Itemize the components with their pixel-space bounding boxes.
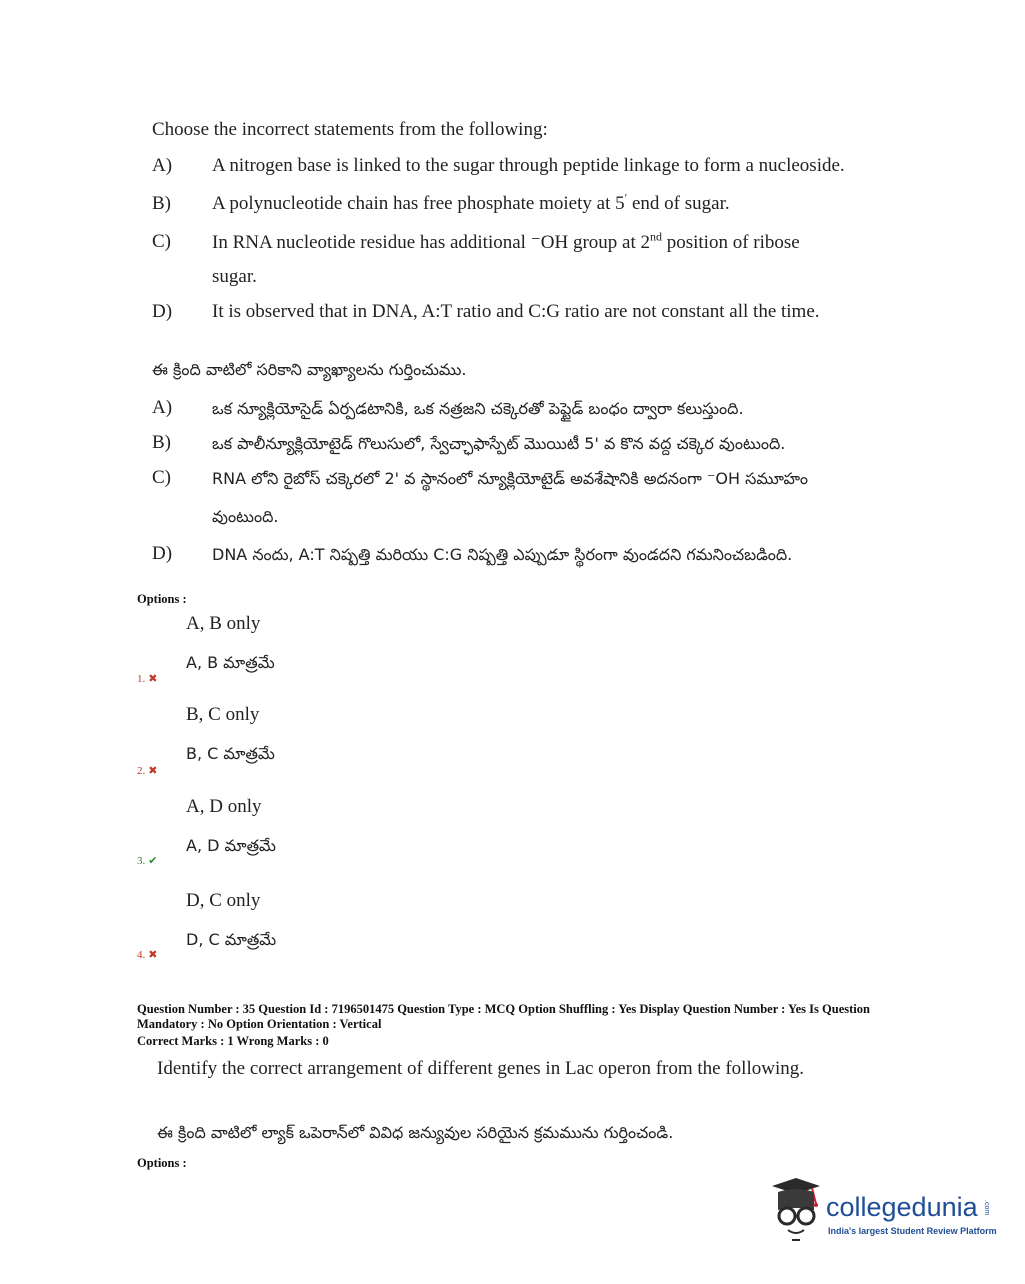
question-meta-line-1: Question Number : 35 Question Id : 7196501475 Question Type : MCQ Option Shuffling : Yes Display Question Number : Yes Is Question [137,1002,870,1016]
statement-text: DNA నందు, A:T నిష్పత్తి మరియు C:G నిష్పత్తి ఎప్పుడూ స్థిరంగా వుండదని గమనించబడింది. [212,545,793,564]
option-1-number: 1. ✖ [137,673,158,685]
mascot-icon [766,1178,826,1248]
option-4-en[interactable]: D, C only [186,890,261,911]
option-2-number: 2. ✖ [137,765,158,777]
option-2-te[interactable]: B, C మాత్రమే [186,744,275,763]
statement-text-cont: వుంటుంది. [212,507,279,526]
question-te: ఈ క్రింది వాటిలో సరికాని వ్యాఖ్యాలను గుర్తించుము. [152,360,467,379]
statement-text: A polynucleotide chain has free phosphate moiety at 5′ end of sugar. [212,190,730,214]
statement-text: It is observed that in DNA, A:T ratio and C:G ratio are not constant all the time. [212,301,820,322]
statement-label: D) [152,301,173,322]
question-35-te: ఈ క్రింది వాటిలో ల్యాక్ ఒపెరాన్‌లో వివిధ జన్యువుల సరియైన క్రమమును గుర్తించండి. [157,1123,674,1142]
statement-text: In RNA nucleotide residue has additional ⁻OH group at 2nd position of ribose [212,229,800,253]
option-4-number: 4. ✖ [137,949,158,961]
option-3-number: 3. ✔ [137,855,158,867]
option-4-te[interactable]: D, C మాత్రమే [186,930,277,949]
question-35-en: Identify the correct arrangement of different genes in Lac operon from the following. [157,1058,804,1079]
option-1-en[interactable]: A, B only [186,613,261,634]
statement-text-cont: sugar. [212,266,257,287]
wrong-icon: ✖ [148,673,158,685]
question-meta-line-2: Mandatory : No Option Orientation : Vertical [137,1017,382,1031]
collegedunia-logo [766,1178,998,1250]
options-label: Options : [137,592,187,606]
wrong-icon: ✖ [148,949,158,961]
statement-label: A) [152,397,173,418]
statement-text: ఒక న్యూక్లియోసైడ్ ఏర్పడటానికి, ఒక నత్రజని చక్కెరతో పెప్టైడ్ బంధం ద్వారా కలుస్తుంది. [212,399,744,418]
statement-text: RNA లోని రైబోస్ చక్కెరలో 2' వ స్థానంలో న్యూక్లియోటైడ్ అవశేషానికి అదనంగా ⁻OH సమూహం [212,469,808,488]
options-label-35: Options : [137,1156,187,1170]
option-3-te[interactable]: A, D మాత్రమే [186,836,276,855]
statement-label: C) [152,467,171,488]
logo-tagline: India's largest Student Review Platform [828,1226,997,1236]
wrong-icon: ✖ [148,765,158,777]
logo-wordmark: collegedunia [826,1192,978,1222]
check-icon: ✔ [148,855,158,867]
statement-label: B) [152,193,171,214]
statement-text: ఒక పాలీన్యూక్లియోటైడ్ గొలుసులో, స్వేచ్ఛాఫాస్పేట్ మొయిటీ 5' వ కొన వద్ద చక్కెర వుంటుంది. [212,434,786,453]
statement-label: A) [152,155,173,176]
statement-label: D) [152,543,173,564]
statement-label: B) [152,432,171,453]
statement-text: A nitrogen base is linked to the sugar through peptide linkage to form a nucleoside. [212,155,845,176]
logo-com: .com [983,1200,990,1216]
option-3-en[interactable]: A, D only [186,796,262,817]
question-en: Choose the incorrect statements from the following: [152,119,548,140]
question-meta-line-3: Correct Marks : 1 Wrong Marks : 0 [137,1034,329,1048]
statement-label: C) [152,231,171,252]
option-2-en[interactable]: B, C only [186,704,260,725]
option-1-te[interactable]: A, B మాత్రమే [186,653,275,672]
